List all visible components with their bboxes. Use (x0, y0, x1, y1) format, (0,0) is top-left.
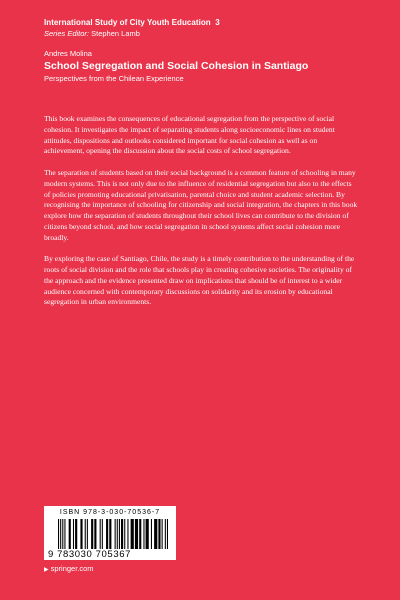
barcode-bar (80, 519, 82, 549)
barcode-bar (60, 519, 61, 549)
barcode-bar (121, 519, 123, 549)
barcode-bar (69, 519, 71, 549)
barcode-bar (131, 519, 134, 549)
blurb (44, 114, 358, 319)
barcode-bar (165, 519, 166, 549)
series-editor (44, 28, 374, 39)
book-subtitle: Perspectives from the Chilean Experience (44, 74, 184, 83)
barcode-bar (100, 519, 101, 549)
series-name: International Study of City Youth Education (44, 18, 211, 27)
barcode-bar (115, 519, 116, 549)
series-title (44, 17, 374, 28)
barcode-bar (87, 519, 88, 549)
barcode-bar (109, 519, 111, 549)
arrow-right-icon: ▶ (44, 567, 49, 573)
blurb-paragraph: The separation of students based on their social background is a common feature of schooling in many modern systems. This is not only due to the influence of residential segregation but also to the effects of policies promoting educational privatisation, parental choice and student academic selection. By recognising the importance of schooling for citizenship and social integration, the chapters in this book explore how the separation of students throughout their school lives can contribute to the division of citizens beyond school, and how social segregation in school systems affect social cohesion more broadly. (44, 168, 358, 242)
barcode-bar (94, 519, 96, 549)
barcode-bar (62, 519, 63, 549)
publisher-url[interactable]: springer.com (50, 564, 94, 573)
series-editor-name: Stephen Lamb (91, 29, 140, 38)
blurb-paragraph: By exploring the case of Santiago, Chile, the study is a timely contribution to the understanding of the roots of social division and the role that schools play in creating cohesive societies. The originality of the approach and the evidence presented draw on implications that should be of interest to a wider audience concerned with contemporary discussions on solidarity and its erosion by educational segregation in urban environments. (44, 254, 355, 307)
barcode-bar (73, 519, 74, 549)
barcode-bar (106, 519, 108, 549)
book-author: Andres Molina (44, 49, 92, 58)
publisher-link[interactable] (44, 564, 94, 575)
isbn-number: ISBN 978-3-030-70536-7 (59, 509, 161, 516)
blurb-paragraph: This book examines the consequences of educational segregation from the perspective of social cohesion. It investigates the impact of separating students along socioeconomic lines on student attitudes, dispositions and outlooks considered important for social cohesion as well as on achievement, opening the discussion about the social costs of school segregation. (44, 114, 335, 156)
barcode-bar (124, 519, 125, 549)
barcode-bar (158, 519, 160, 549)
barcode-bar (139, 519, 141, 549)
barcode-bar (85, 519, 86, 549)
barcode-bar (91, 519, 93, 549)
barcode-bar (127, 519, 128, 549)
barcode-bar (75, 519, 77, 549)
book-title: School Segregation and Social Cohesion in Santiago (44, 60, 309, 72)
barcode-bar (64, 519, 65, 549)
barcode-bar (167, 519, 168, 549)
barcode-bar (102, 519, 103, 549)
series-volume: 3 (215, 18, 220, 27)
barcode-bar (146, 519, 149, 549)
barcode-bar (154, 519, 157, 549)
barcode-bars (58, 519, 168, 549)
barcode-bar (143, 519, 144, 549)
series-info (44, 17, 374, 39)
barcode-bar (151, 519, 152, 549)
barcode-bar (162, 519, 163, 549)
barcode-bar (117, 519, 118, 549)
barcode-digits: 9 783030 705367 (48, 549, 131, 560)
series-editor-label: Series Editor: (44, 29, 90, 38)
barcode-bar (135, 519, 138, 549)
barcode (44, 506, 176, 560)
barcode-bar (119, 519, 120, 549)
barcode-bar (58, 519, 59, 549)
